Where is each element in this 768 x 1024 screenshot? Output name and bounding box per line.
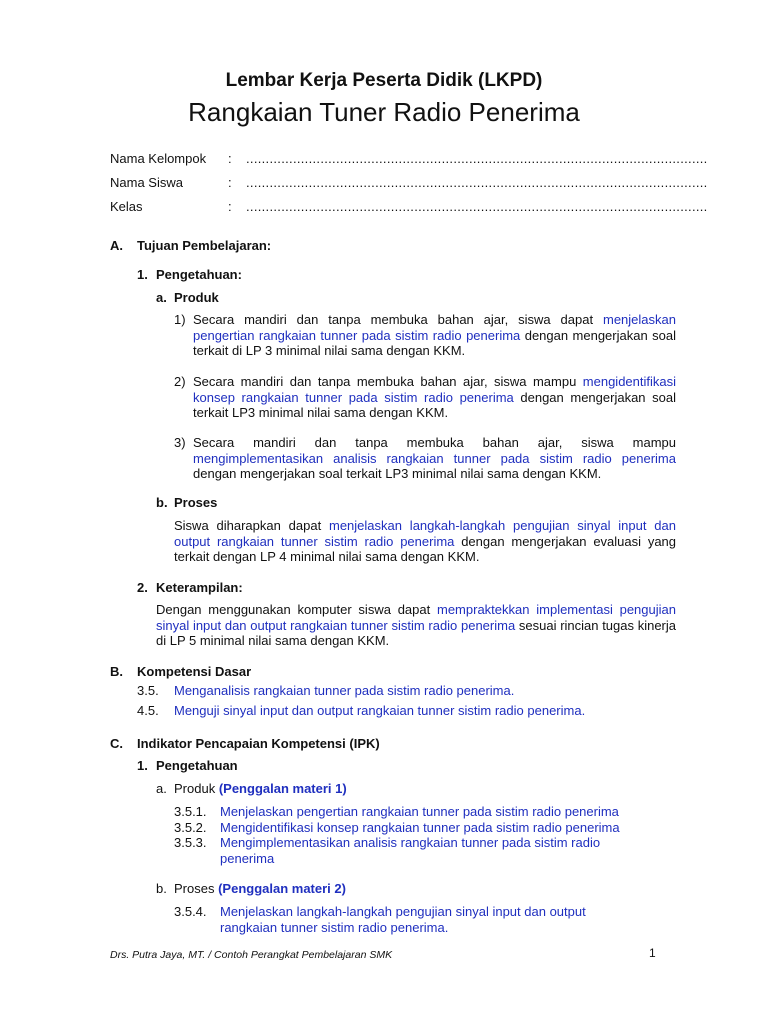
highlight-text: mengimplementasikan analisis rangkaian tunner pada sistim radio penerima <box>193 450 676 466</box>
item-letter: b. <box>156 881 167 896</box>
item-label: Produk <box>174 781 216 796</box>
objective-paragraph-1 <box>193 312 676 359</box>
objective-paragraph-2 <box>193 374 676 421</box>
highlight-text: mengidentifikasi konsep rangkaian tunner pada sistim radio penerima <box>193 374 676 405</box>
indicator-number: 3.5.3. <box>174 835 207 850</box>
identity-colon: : <box>228 175 232 190</box>
document-subtitle-clip <box>0 97 768 127</box>
subsection-heading-pengetahuan: Pengetahuan <box>156 758 238 773</box>
indicator-text: Mengimplementasikan analisis rangkaian tunner pada sistim radio penerima <box>220 835 601 866</box>
indicator-number: 3.5.1. <box>174 804 207 819</box>
skill-paragraph <box>156 602 676 649</box>
section-letter: B. <box>110 664 123 679</box>
paragraph-text: Dengan menggunakan komputer siswa dapat <box>156 602 437 617</box>
paragraph-text: dengan mengerjakan soal terkait LP3 minimal nilai sama dengan KKM. <box>193 389 676 420</box>
paragraph-text: Secara mandiri dan tanpa membuka bahan ajar, siswa mampu <box>193 435 676 450</box>
paragraph-text: dengan mengerjakan evaluasi yang terkait dengan LP 4 minimal nilai sama dengan KKM. <box>174 533 677 564</box>
subsection-heading-pengetahuan: Pengetahuan: <box>156 267 242 282</box>
item-heading-proses: Proses <box>174 495 218 510</box>
process-paragraph <box>174 518 676 565</box>
indicator-number: 3.5.2. <box>174 820 207 835</box>
subsection-number: 1. <box>137 267 148 282</box>
identity-field-kelompok[interactable]: ...................................................................................................................... <box>246 151 708 166</box>
section-heading-kompetensi: Kompetensi Dasar <box>137 664 252 679</box>
identity-field-siswa[interactable]: ...................................................................................................................... <box>246 175 708 190</box>
identity-field-kelas[interactable]: ...................................................................................................................... <box>246 199 708 214</box>
subsection-number: 1. <box>137 758 148 773</box>
identity-label-kelompok: Nama Kelompok <box>110 151 207 166</box>
competency-text: Menguji sinyal input dan output rangkaian tunner sistim radio penerima. <box>174 703 586 718</box>
item-letter: a. <box>156 290 167 305</box>
material-tag: (Penggalan materi 1) <box>218 781 347 796</box>
identity-label-siswa: Nama Siswa <box>110 175 183 190</box>
paragraph-text: Siswa diharapkan dapat <box>174 518 329 533</box>
document-title: Lembar Kerja Peserta Didik (LKPD) <box>225 70 543 91</box>
item-heading-produk: Produk <box>174 290 219 305</box>
item-label: Proses <box>174 881 215 896</box>
list-number: 2) <box>174 374 186 389</box>
material-tag: (Penggalan materi 2) <box>218 881 346 896</box>
competency-number: 4.5. <box>137 703 159 718</box>
indicator-text: Menjelaskan langkah-langkah pengujian sinyal input dan output rangkaian tunner sistim radio penerima. <box>220 904 586 935</box>
document-subtitle: Rangkaian Tuner Radio Penerima <box>188 97 580 127</box>
page-number: 1 <box>649 946 656 960</box>
paragraph-text: Secara mandiri dan tanpa membuka bahan ajar, siswa mampu <box>193 374 583 389</box>
subsection-heading-keterampilan: Keterampilan: <box>156 580 243 595</box>
footer-author: Drs. Putra Jaya, MT. / Contoh Perangkat Pembelajaran SMK <box>110 949 393 961</box>
list-number: 1) <box>174 312 186 327</box>
item-letter: b. <box>156 495 168 510</box>
highlight-text: mempraktekkan implementasi pengujian sinyal input dan output rangkaian tunner sistim radio penerima <box>156 602 676 633</box>
indicator-number: 3.5.4. <box>174 904 207 919</box>
paragraph-text: dengan mengerjakan soal terkait LP3 minimal nilai sama dengan KKM. <box>193 466 602 481</box>
competency-number: 3.5. <box>137 683 159 698</box>
highlight-text: menjelaskan langkah-langkah pengujian sinyal input dan output rangkaian tunner sistim radio penerima <box>174 518 676 549</box>
section-letter: A. <box>110 238 123 253</box>
highlight-text: menjelaskan pengertian rangkaian tunner pada sistim radio penerima <box>193 312 676 343</box>
paragraph-text: sesuai rincian tugas kinerja di LP 5 minimal nilai sama dengan KKM. <box>156 617 677 648</box>
indicator-text: Menjelaskan pengertian rangkaian tunner pada sistim radio penerima <box>220 804 619 819</box>
list-number: 3) <box>174 435 186 450</box>
paragraph-text: dengan mengerjakan soal terkait di LP 3 minimal nilai sama dengan KKM. <box>193 327 676 358</box>
objective-paragraph-3 <box>193 435 676 482</box>
competency-text: Menganalisis rangkaian tunner pada sistim radio penerima. <box>174 683 515 698</box>
indicator-text: Mengidentifikasi konsep rangkaian tunner pada sistim radio penerima <box>220 820 620 835</box>
item-label-produk <box>174 781 347 797</box>
item-letter: a. <box>156 781 167 796</box>
item-label-proses <box>174 881 346 897</box>
identity-label-kelas: Kelas <box>110 199 143 214</box>
section-letter: C. <box>110 736 123 751</box>
section-heading-ipk: Indikator Pencapaian Kompetensi (IPK) <box>137 736 380 751</box>
identity-colon: : <box>228 199 232 214</box>
subsection-number: 2. <box>137 580 148 595</box>
section-heading-tujuan: Tujuan Pembelajaran: <box>137 238 272 253</box>
identity-colon: : <box>228 151 232 166</box>
paragraph-text: Secara mandiri dan tanpa membuka bahan ajar, siswa dapat <box>193 312 603 327</box>
